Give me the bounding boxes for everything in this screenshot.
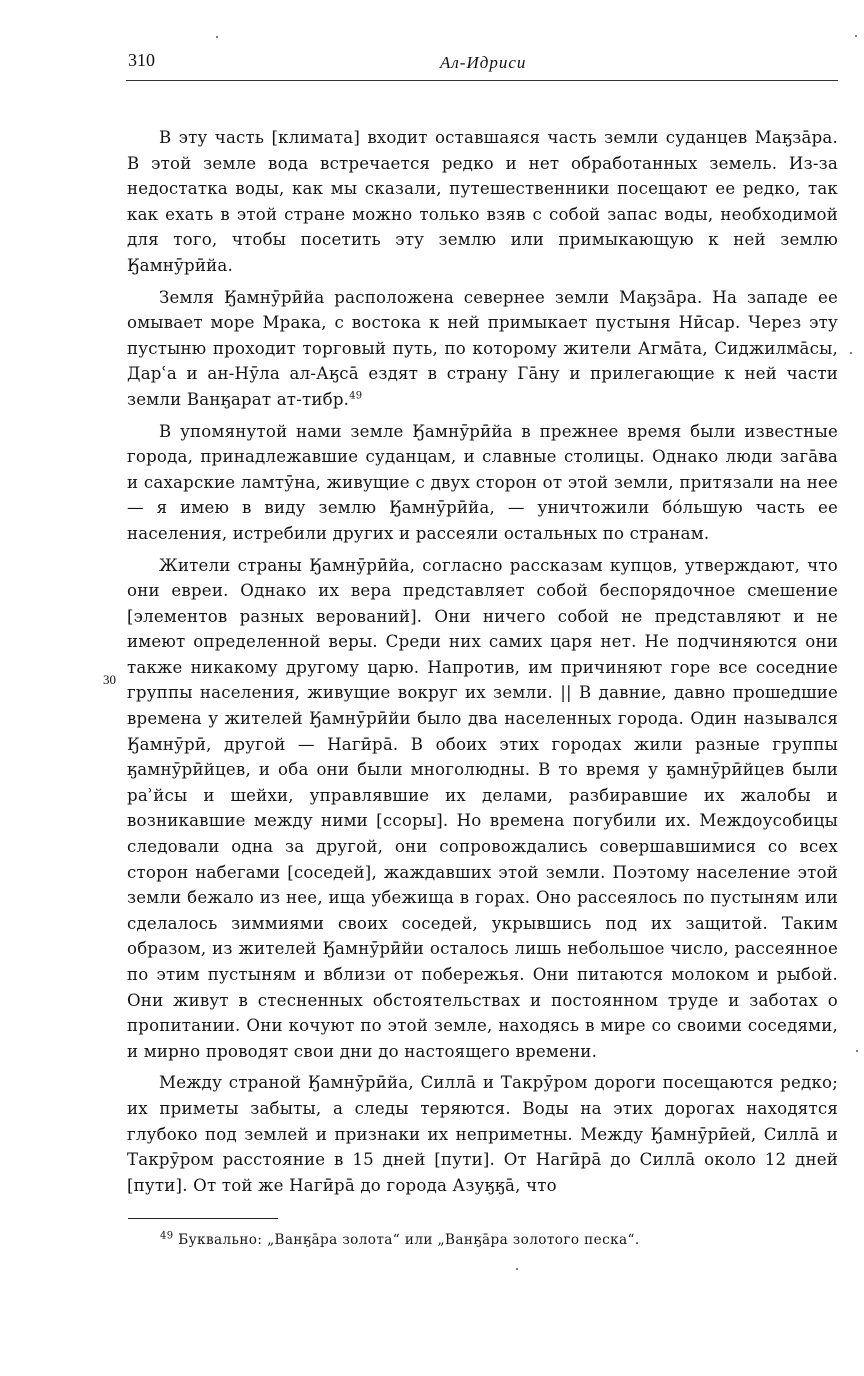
- scan-speck: [855, 35, 857, 37]
- paragraph-5: Между страной Ӄамнӯрӣйа, Силлā и Такрӯром дороги посещаются редко; их приметы забыты, а следы теряются. Воды на этих дорогах находятся глубоко под землей и признаки их неприметны. Между Ӄамнӯрӣей, Силлā и Такрӯром расстояние в 15 дней [пути]. От Нагӣрā до Силлā около 12 дней [пути]. От той же Нагӣрā до города Азуӄӄā, что: [127, 1073, 838, 1195]
- footnote: [160, 1232, 640, 1248]
- paragraph-4: Жители страны Ӄамнӯрӣйа, согласно рассказам купцов, утверждают, что они евреи. Однако их вера представляет собой беспорядочное смешение [элементов разных верований]. Они ничего собой не представляют и не имеют определенной веры. Среди них самих царя нет. Не подчиняются они также никакому другому царю. Напротив, им причиняют горе все соседние группы населения, живущие вокруг их земли. || В давние, давно прошедшие времена у жителей Ӄамнӯрӣйи было два населенных города. Один назывался Ӄамнӯрӣ, другой — Нагӣрā. В обоих этих городах жили разные группы ӄамнӯрӣйцев, и оба они были многолюдны. В то время у ӄамнӯрӣйцев были раʾйсы и шейхи, управлявшие их делами, разбиравшие их жалобы и возникавшие между ними [ссоры]. Но времена погубили их. Междоусобицы следовали одна за другой, они сопровождались совершавшимися со всех сторон набегами [соседей], жаждавших этой земли. Поэтому население этой земли бежало из нее, ища убежища в горах. Оно рассеялось по пустыням или сделалось зиммиями своих соседей, укрывшись под их защитой. Таким образом, из жителей Ӄамнӯрӣйи осталось лишь небольшое число, рассеянное по этим пустыням и вблизи от побережья. Они питаются молоком и рыбой. Они живут в стесненных обстоятельствах и постоянном труде и заботах о пропитании. Они кочуют по этой земле, находясь в мире со своими соседями, и мирно проводят свои дни до настоящего времени.: [127, 555, 838, 1061]
- footnote-number: 49: [160, 1230, 174, 1242]
- scan-speck: [216, 36, 218, 38]
- scan-speck: [850, 352, 852, 354]
- header-rule: [126, 80, 838, 81]
- main-text: [127, 125, 838, 1198]
- footnote-reference: 49: [349, 390, 363, 402]
- margin-line-number: 30: [103, 672, 116, 687]
- footnote-rule: [128, 1218, 278, 1219]
- paragraph-1: В эту часть [климата] входит оставшаяся часть земли суданцев Маӄзāра. В этой земле вода встречается редко и нет обработанных земель. Из-за недостатка воды, как мы сказали, путешественники посещают ее редко, так как ехать в этой стране можно только взяв с собой запас воды, необходимой для того, чтобы посетить эту землю или примыкающую к ней землю Ӄамнӯрӣйа.: [127, 128, 838, 275]
- running-title: Ал-Идриси: [440, 53, 527, 72]
- footnote-text: Буквально: „Ванӄāра золота“ или „Ванӄāра золотого песка“.: [178, 1232, 640, 1248]
- page-number: 310: [128, 50, 155, 70]
- scan-speck: [516, 1268, 518, 1270]
- paragraph-2: [127, 285, 838, 413]
- paragraph-2-text: Земля Ӄамнӯрӣйа расположена севернее земли Маӄзāра. На западе ее омывает море Мрака, с востока к ней примыкает пустыня Нӣсар. Через эту пустыню проходит торговый путь, по которому жители Агмāта, Сиджилмāсы, Дарʿа и ан-Нӯла ал-Аӄсā ездят в страну Гāну и прилегающие к ней части земли Ванӄарат ат-тибр.: [127, 287, 838, 409]
- scan-speck: [856, 1050, 858, 1052]
- paragraph-3: В упомянутой нами земле Ӄамнӯрӣйа в прежнее время были известные города, принадлежавшие суданцам, и славные столицы. Однако люди загāва и сахарские ламтӯна, живущие с двух сторон от этой земли, притязали на нее — я имею в виду землю Ӄамнӯрӣйа, — уничтожили бо́льшую часть ее населения, истребили других и рассеяли остальных по странам.: [127, 421, 838, 543]
